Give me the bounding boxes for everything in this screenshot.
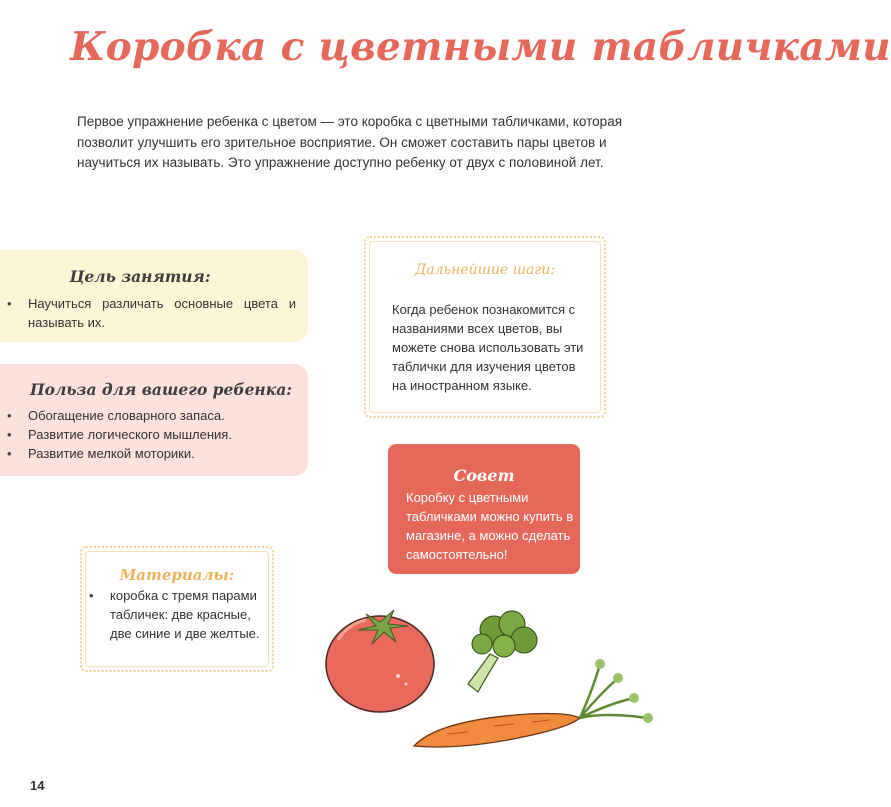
list-item: • Научиться различать основные цвета и называть их. (0, 294, 296, 332)
page-number: 14 (30, 778, 45, 793)
broccoli-icon (468, 611, 537, 692)
carrot-icon (414, 659, 653, 747)
vegetables-illustration (318, 600, 674, 780)
benefit-list (0, 406, 300, 463)
materials-heading: Материалы: (119, 566, 235, 584)
list-item: • коробка с тремя парами табличек: две красные, две синие и две желтые. (82, 586, 262, 643)
materials-list (82, 586, 262, 643)
list-item: • Развитие логического мышления. (0, 425, 300, 444)
goal-heading: Цель занятия: (69, 267, 211, 286)
tip-text: Коробку с цветными табличками можно купить в магазине, а можно сделать самостоятельно! (406, 490, 574, 562)
tip-heading: Совет (453, 466, 515, 485)
list-item: • Обогащение словарного запаса. (0, 406, 300, 425)
next-steps-text: Когда ребенок познакомится с названиями всех цветов, вы можете снова использовать эти таблички для изучения цветов на иностранном языке. (392, 302, 584, 393)
tip-box (388, 444, 580, 574)
goal-box (0, 250, 308, 342)
goal-list (0, 294, 296, 332)
list-item: • Развитие мелкой моторики. (0, 444, 300, 463)
tomato-icon (326, 610, 434, 712)
intro-paragraph: Первое упражнение ребенка с цветом — это коробка с цветными табличками, которая позволит улучшить его зрительное восприятие. Он сможет составить пары цветов и научиться их называть. Это упражнение доступно ребенку от двух с половиной лет. (77, 114, 623, 170)
materials-frame (80, 546, 274, 672)
next-steps-heading: Дальнейшие шаги: (414, 262, 556, 278)
page-title: Коробка с цветными табличками (70, 24, 891, 70)
benefit-box (0, 364, 308, 476)
next-steps-frame (364, 236, 606, 418)
benefit-heading: Польза для вашего ребенка: (30, 380, 292, 399)
